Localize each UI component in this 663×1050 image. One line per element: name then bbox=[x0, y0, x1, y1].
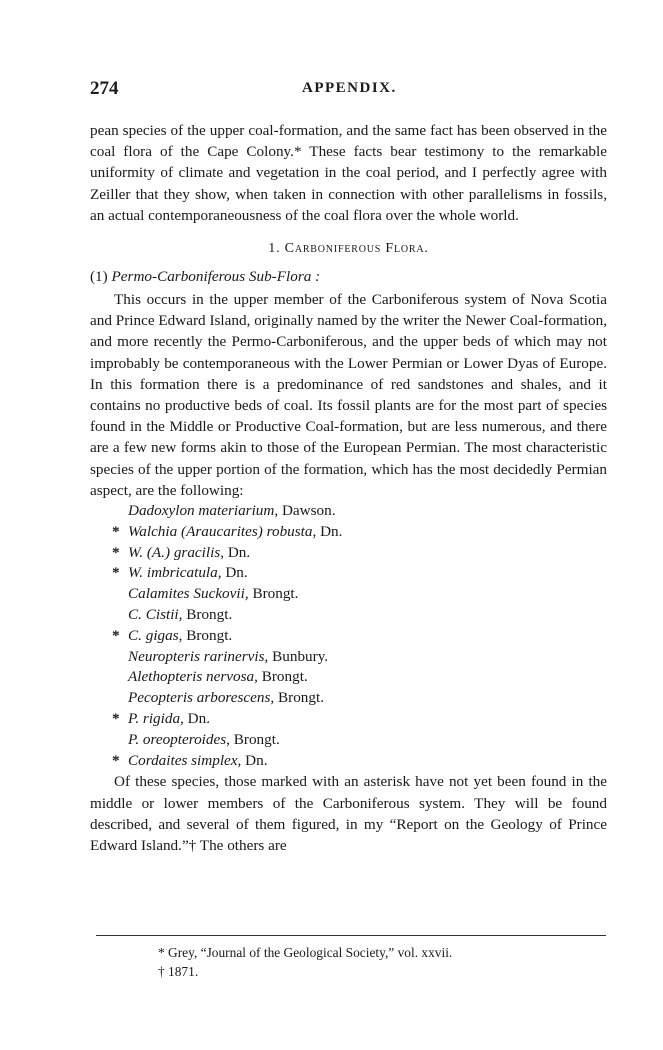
species-author: , Brongt. bbox=[244, 585, 299, 603]
species-item bbox=[90, 667, 607, 688]
asterisk-mark: * bbox=[112, 626, 120, 644]
species-item bbox=[90, 605, 607, 626]
species-name: Neuropteris rarinervis bbox=[128, 647, 265, 665]
species-author: , Brongt. bbox=[226, 730, 280, 748]
species-name: Calamites Suckovii bbox=[128, 585, 245, 603]
species-item bbox=[90, 626, 607, 647]
closing-paragraph: Of these species, those marked with an asterisk have not yet been found in the middle or lower members of the Carboniferous system. They will be found described, and several of them figured, in my “Report on the Geology of Prince Edward Island.”† The others are bbox=[90, 773, 607, 855]
species-name: W. imbricatula bbox=[128, 564, 218, 582]
subsection-heading bbox=[90, 266, 607, 287]
species-item bbox=[90, 543, 607, 564]
asterisk-mark: * bbox=[112, 751, 120, 769]
species-name: Cordaites simplex bbox=[128, 751, 238, 769]
species-name: Pecopteris arborescens bbox=[128, 689, 271, 707]
species-item bbox=[90, 584, 607, 605]
species-item bbox=[90, 751, 607, 772]
running-head: APPENDIX. bbox=[302, 80, 397, 96]
species-author: , Brongt. bbox=[178, 606, 233, 624]
asterisk-mark: * bbox=[112, 522, 120, 540]
species-name: P. oreopteroides bbox=[128, 730, 227, 748]
subsection-title: Permo-Carboniferous Sub-Flora : bbox=[111, 268, 321, 286]
section-heading bbox=[90, 240, 607, 258]
species-author: , Brongt. bbox=[178, 626, 233, 644]
asterisk-mark: * bbox=[112, 564, 120, 582]
intro-paragraph: pean species of the upper coal-formation, and the same fact has been observed in the coal flora of the Cape Colony.* These facts bear testimony to the remarkable uniformity of climate and vegetation in the coal period, and I perfectly agree with Zeiller that they show, when taken in connection with other parallelisms in fossils, an actual contemporaneousness of the coal flora over the whole world. bbox=[90, 122, 607, 224]
species-item bbox=[90, 501, 607, 522]
species-name: C. gigas bbox=[128, 626, 179, 644]
species-author: , Brongt. bbox=[254, 668, 308, 686]
species-item bbox=[90, 522, 607, 543]
species-name: C. Cistii bbox=[128, 606, 179, 624]
species-item bbox=[90, 563, 607, 584]
species-item bbox=[90, 688, 607, 709]
species-name: W. (A.) gracilis bbox=[128, 543, 221, 561]
species-author: , Dn. bbox=[312, 522, 343, 540]
species-name: Alethopteris nervosa bbox=[128, 668, 255, 686]
species-name: Walchia (Araucarites) robusta bbox=[128, 522, 313, 540]
species-author: , Brongt. bbox=[270, 689, 325, 707]
species-author: , Dawson. bbox=[274, 502, 336, 520]
page-body bbox=[90, 120, 607, 856]
species-item bbox=[90, 730, 607, 751]
species-item bbox=[90, 647, 607, 668]
species-author: , Dn. bbox=[237, 751, 268, 769]
asterisk-mark: * bbox=[112, 543, 120, 561]
footnote-rule bbox=[96, 935, 606, 936]
subsection-number: (1) bbox=[90, 268, 108, 286]
species-list bbox=[90, 501, 607, 771]
species-item bbox=[90, 709, 607, 730]
footnotes bbox=[158, 944, 588, 981]
species-name: P. rigida bbox=[128, 710, 181, 728]
footnote: * Grey, “Journal of the Geological Society,” vol. xxvii. bbox=[158, 945, 453, 960]
species-author: , Dn. bbox=[180, 710, 210, 728]
asterisk-mark: * bbox=[112, 710, 120, 728]
species-author: , Bunbury. bbox=[264, 647, 329, 665]
page-number: 274 bbox=[90, 78, 119, 99]
page-header bbox=[90, 78, 605, 102]
footnote: † 1871. bbox=[158, 963, 199, 979]
species-author: , Dn. bbox=[217, 564, 248, 582]
main-paragraph: This occurs in the upper member of the Carboniferous system of Nova Scotia and Prince Edward Island, originally named by the writer the Newer Coal-formation, and more recently the Permo-Carboniferous, and the upper beds of which may not improbably be contemporaneous with the Lower Permian or Lower Dyas of Europe. In this formation there is a predominance of red sandstones and shales, and it contains no productive beds of coal. Its fossil plants are for the most part of species found in the Middle or Productive Coal-formation, but are less numerous, and there are a few new forms akin to those of the European Permian. The most characteristic species of the upper portion of the formation, which has the most decidedly Permian aspect, are the following: bbox=[90, 291, 607, 499]
section-heading-text: 1. Carboniferous Flora. bbox=[268, 241, 429, 257]
species-author: , Dn. bbox=[220, 543, 251, 561]
species-name: Dadoxylon materiarium bbox=[128, 502, 275, 520]
